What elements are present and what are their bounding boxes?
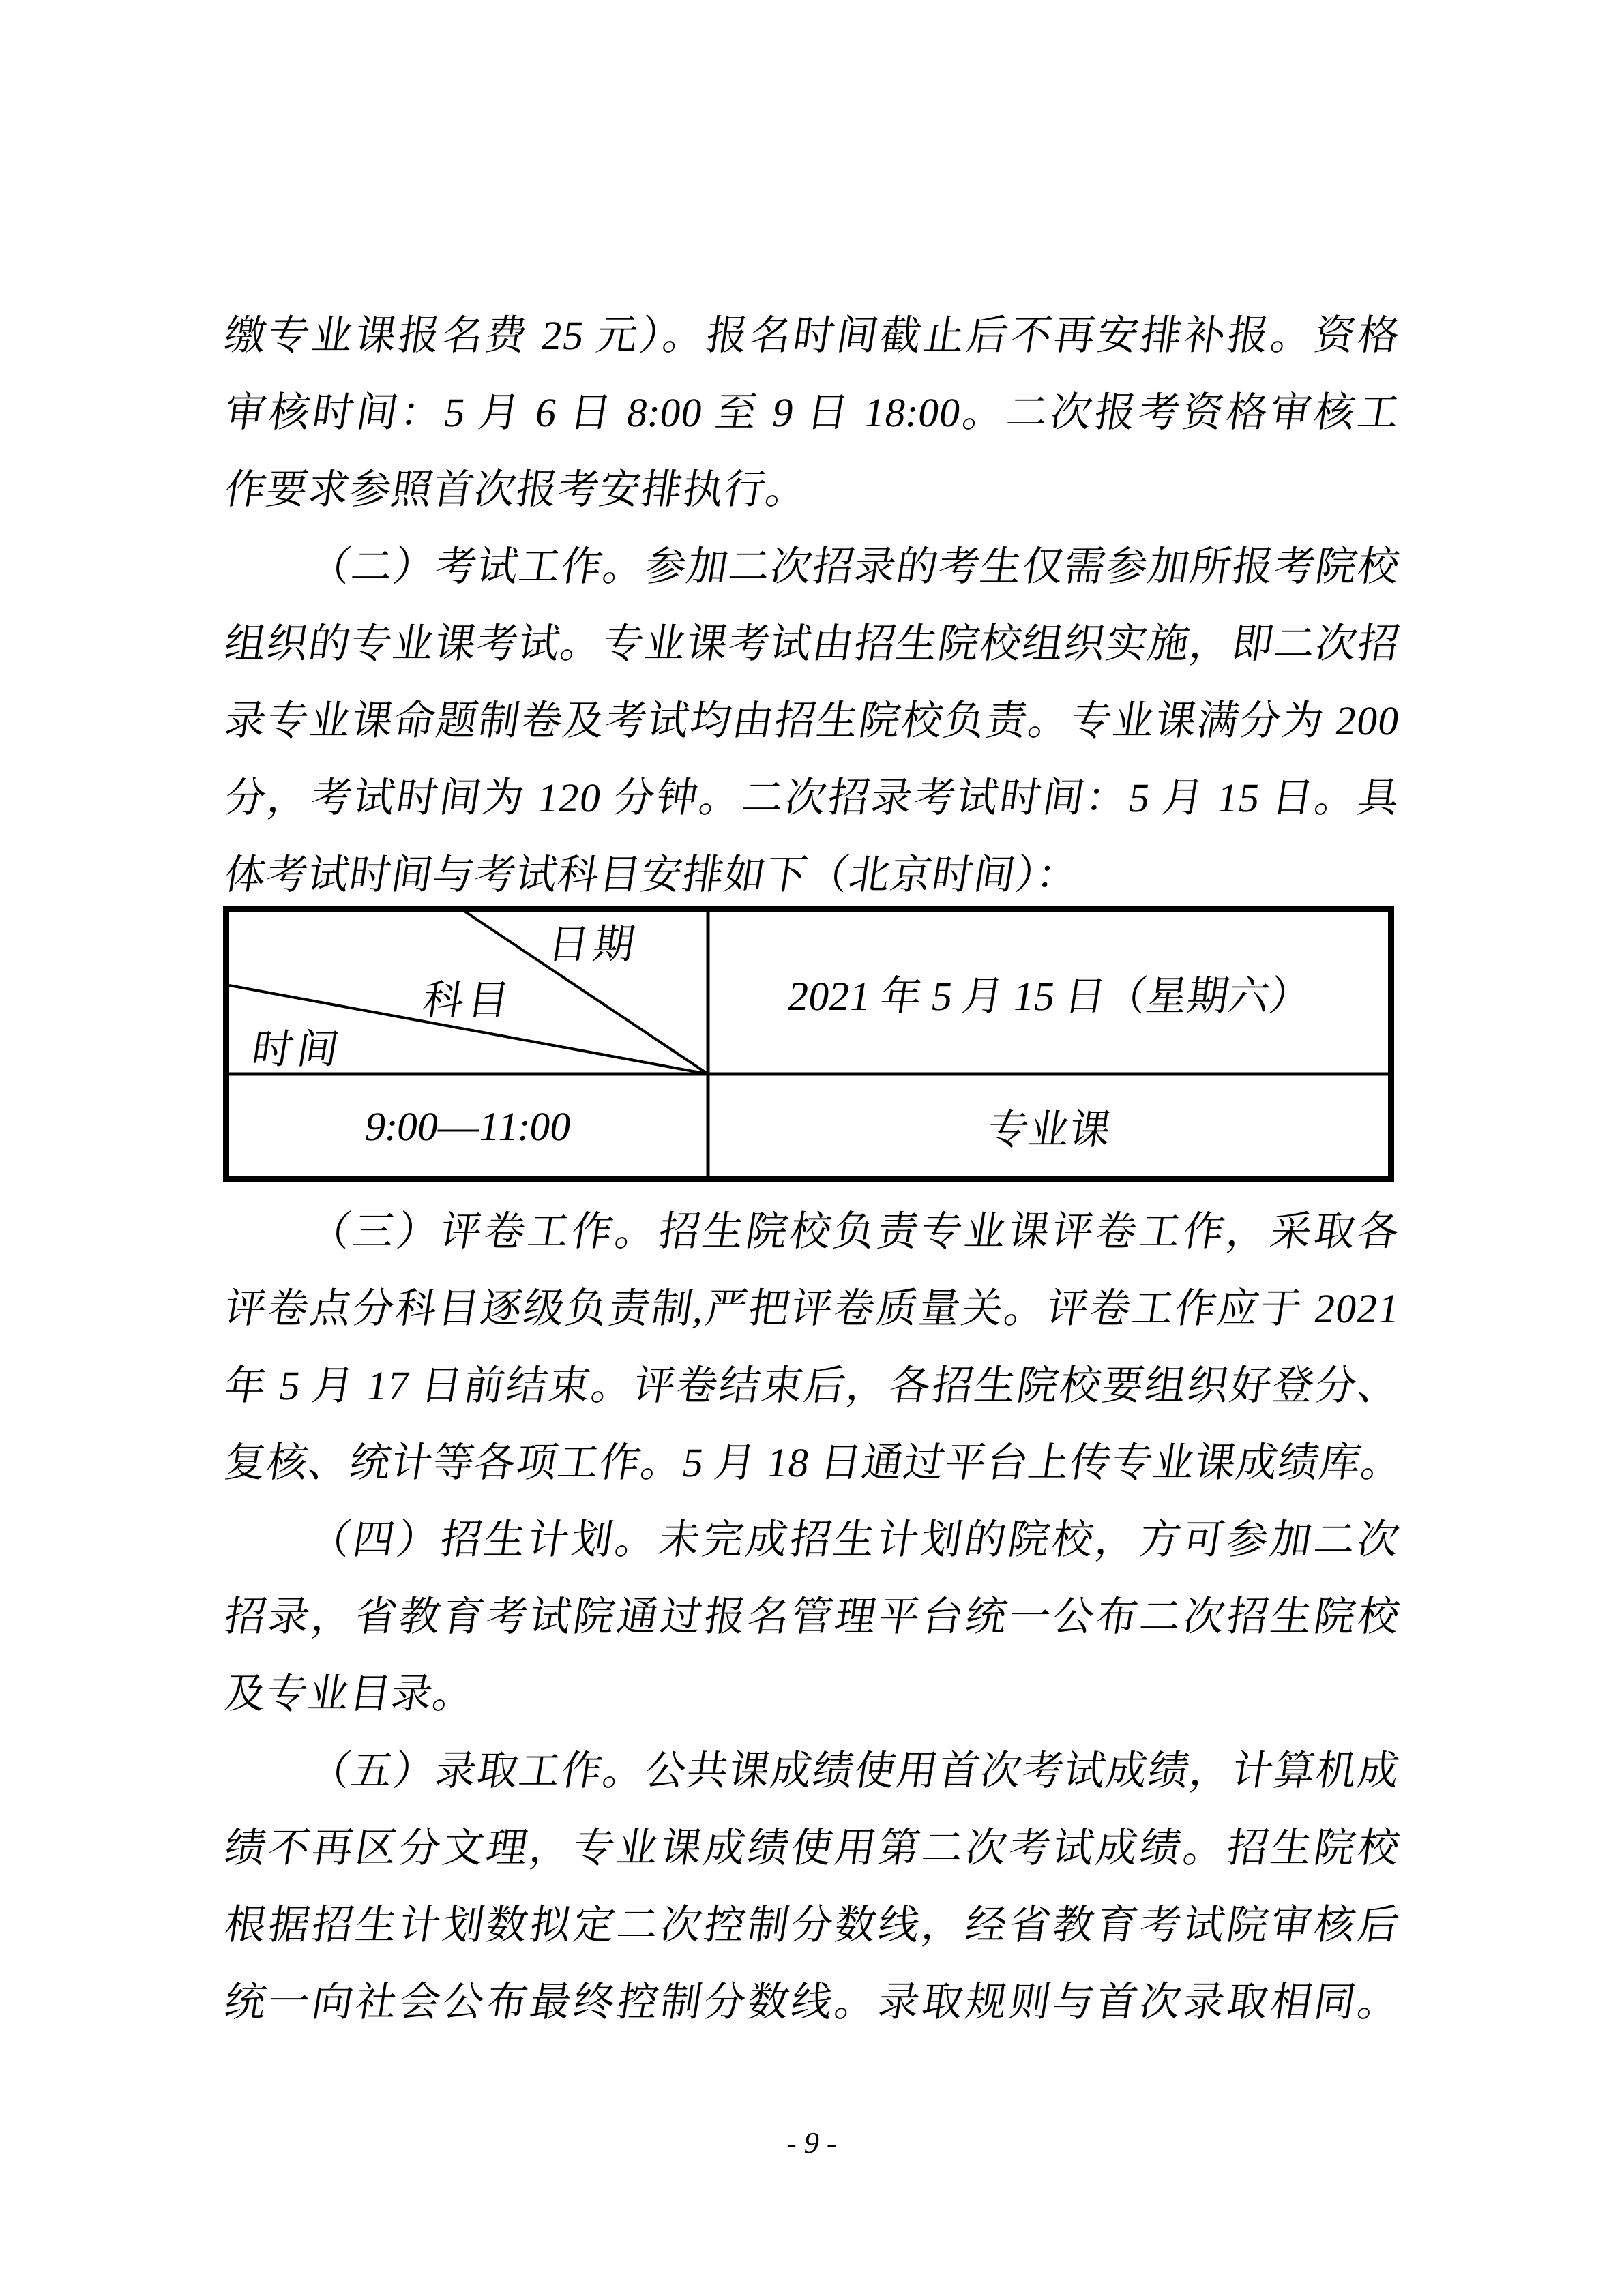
text-line: [219, 1656, 1406, 1733]
text-line-content: 复核、统计等各项工作。5 月 18 日通过平台上传专业课成绩库。: [221, 1440, 1407, 1485]
text-line-content: 体考试时间与考试科目安排如下（北京时间）：: [221, 852, 1082, 897]
text-line: [219, 374, 1406, 451]
text-line: [219, 606, 1406, 683]
cell-time-text: 9:00—11:00: [362, 1103, 575, 1149]
text-line: [219, 1964, 1406, 2041]
text-line-content: 分，考试时间为 120 分钟。二次招录考试时间：5 月 15 日。具: [221, 775, 1404, 820]
text-line: [219, 1502, 1406, 1579]
corner-label-subject: 科目: [419, 978, 517, 1023]
text-line-content: （二）考试工作。参加二次招录的考生仅需参加所报考院校: [306, 544, 1404, 589]
text-line: [219, 683, 1406, 760]
text-line-content: 录专业课命题制卷及考试均由招生院校负责。专业课满分为 200: [221, 698, 1404, 743]
text-line-content: 缴专业课报名费 25 元）。报名时间截止后不再安排补报。资格: [221, 313, 1404, 358]
text-line: [219, 1347, 1406, 1425]
text-line-content: 审核时间：5 月 6 日 8:00 至 9 日 18:00。二次报考资格审核工: [221, 390, 1404, 435]
exam-schedule-table: [223, 906, 1394, 1182]
text-line-content: 组织的专业课考试。专业课考试由招生院校组织实施，即二次招: [221, 621, 1404, 666]
table-header-date-cell: [711, 912, 1388, 1074]
text-line-content: 作要求参照首次报考安排执行。: [221, 467, 812, 512]
text-line: [219, 528, 1406, 606]
text-line-content: 招录，省教育考试院通过报名管理平台统一公布二次招生院校: [221, 1594, 1404, 1639]
text-line-content: （三）评卷工作。招生院校负责专业课评卷工作，采取各: [306, 1209, 1404, 1254]
page-number: - 9 -: [784, 2126, 840, 2160]
text-line-content: （五）录取工作。公共课成绩使用首次考试成绩，计算机成: [306, 1748, 1404, 1793]
text-line: [219, 760, 1406, 837]
text-line-content: 绩不再区分文理，专业课成绩使用第二次考试成绩。招生院校: [221, 1825, 1404, 1870]
text-line: [219, 837, 1406, 914]
corner-label-time: 时间: [248, 1027, 346, 1072]
table-cell-subject: [711, 1077, 1388, 1176]
text-line: [219, 451, 1406, 528]
table-cell-time: [229, 1077, 708, 1176]
text-line-content: 统一向社会公布最终控制分数线。录取规则与首次录取相同。: [221, 1980, 1404, 2025]
text-line: [219, 1733, 1406, 1810]
text-line: [219, 297, 1406, 374]
text-line-content: 及专业目录。: [221, 1671, 479, 1716]
text-line: [219, 1270, 1406, 1347]
text-line-content: 根据招生计划数拟定二次控制分数线，经省教育考试院审核后: [221, 1903, 1404, 1948]
paragraph-block-before-table: [221, 297, 1404, 914]
corner-label-date: 日期: [544, 922, 643, 967]
cell-subject-text: 专业课: [984, 1107, 1114, 1152]
text-line: [219, 1193, 1406, 1270]
text-line-content: 评卷点分科目逐级负责制,严把评卷质量关。评卷工作应于 2021: [221, 1286, 1404, 1331]
text-line: [219, 1810, 1406, 1887]
text-line: [219, 1425, 1406, 1502]
text-line: [219, 1579, 1406, 1656]
paragraph-block-after-table: [221, 1193, 1407, 2041]
text-line-content: 年 5 月 17 日前结束。评卷结束后，各招生院校要组织好登分、: [221, 1363, 1404, 1408]
text-line: [219, 1887, 1406, 1964]
header-date-text: 2021 年 5 月 15 日（星期六）: [784, 974, 1314, 1019]
text-line-content: （四）招生计划。未完成招生计划的院校，方可参加二次: [306, 1517, 1404, 1562]
